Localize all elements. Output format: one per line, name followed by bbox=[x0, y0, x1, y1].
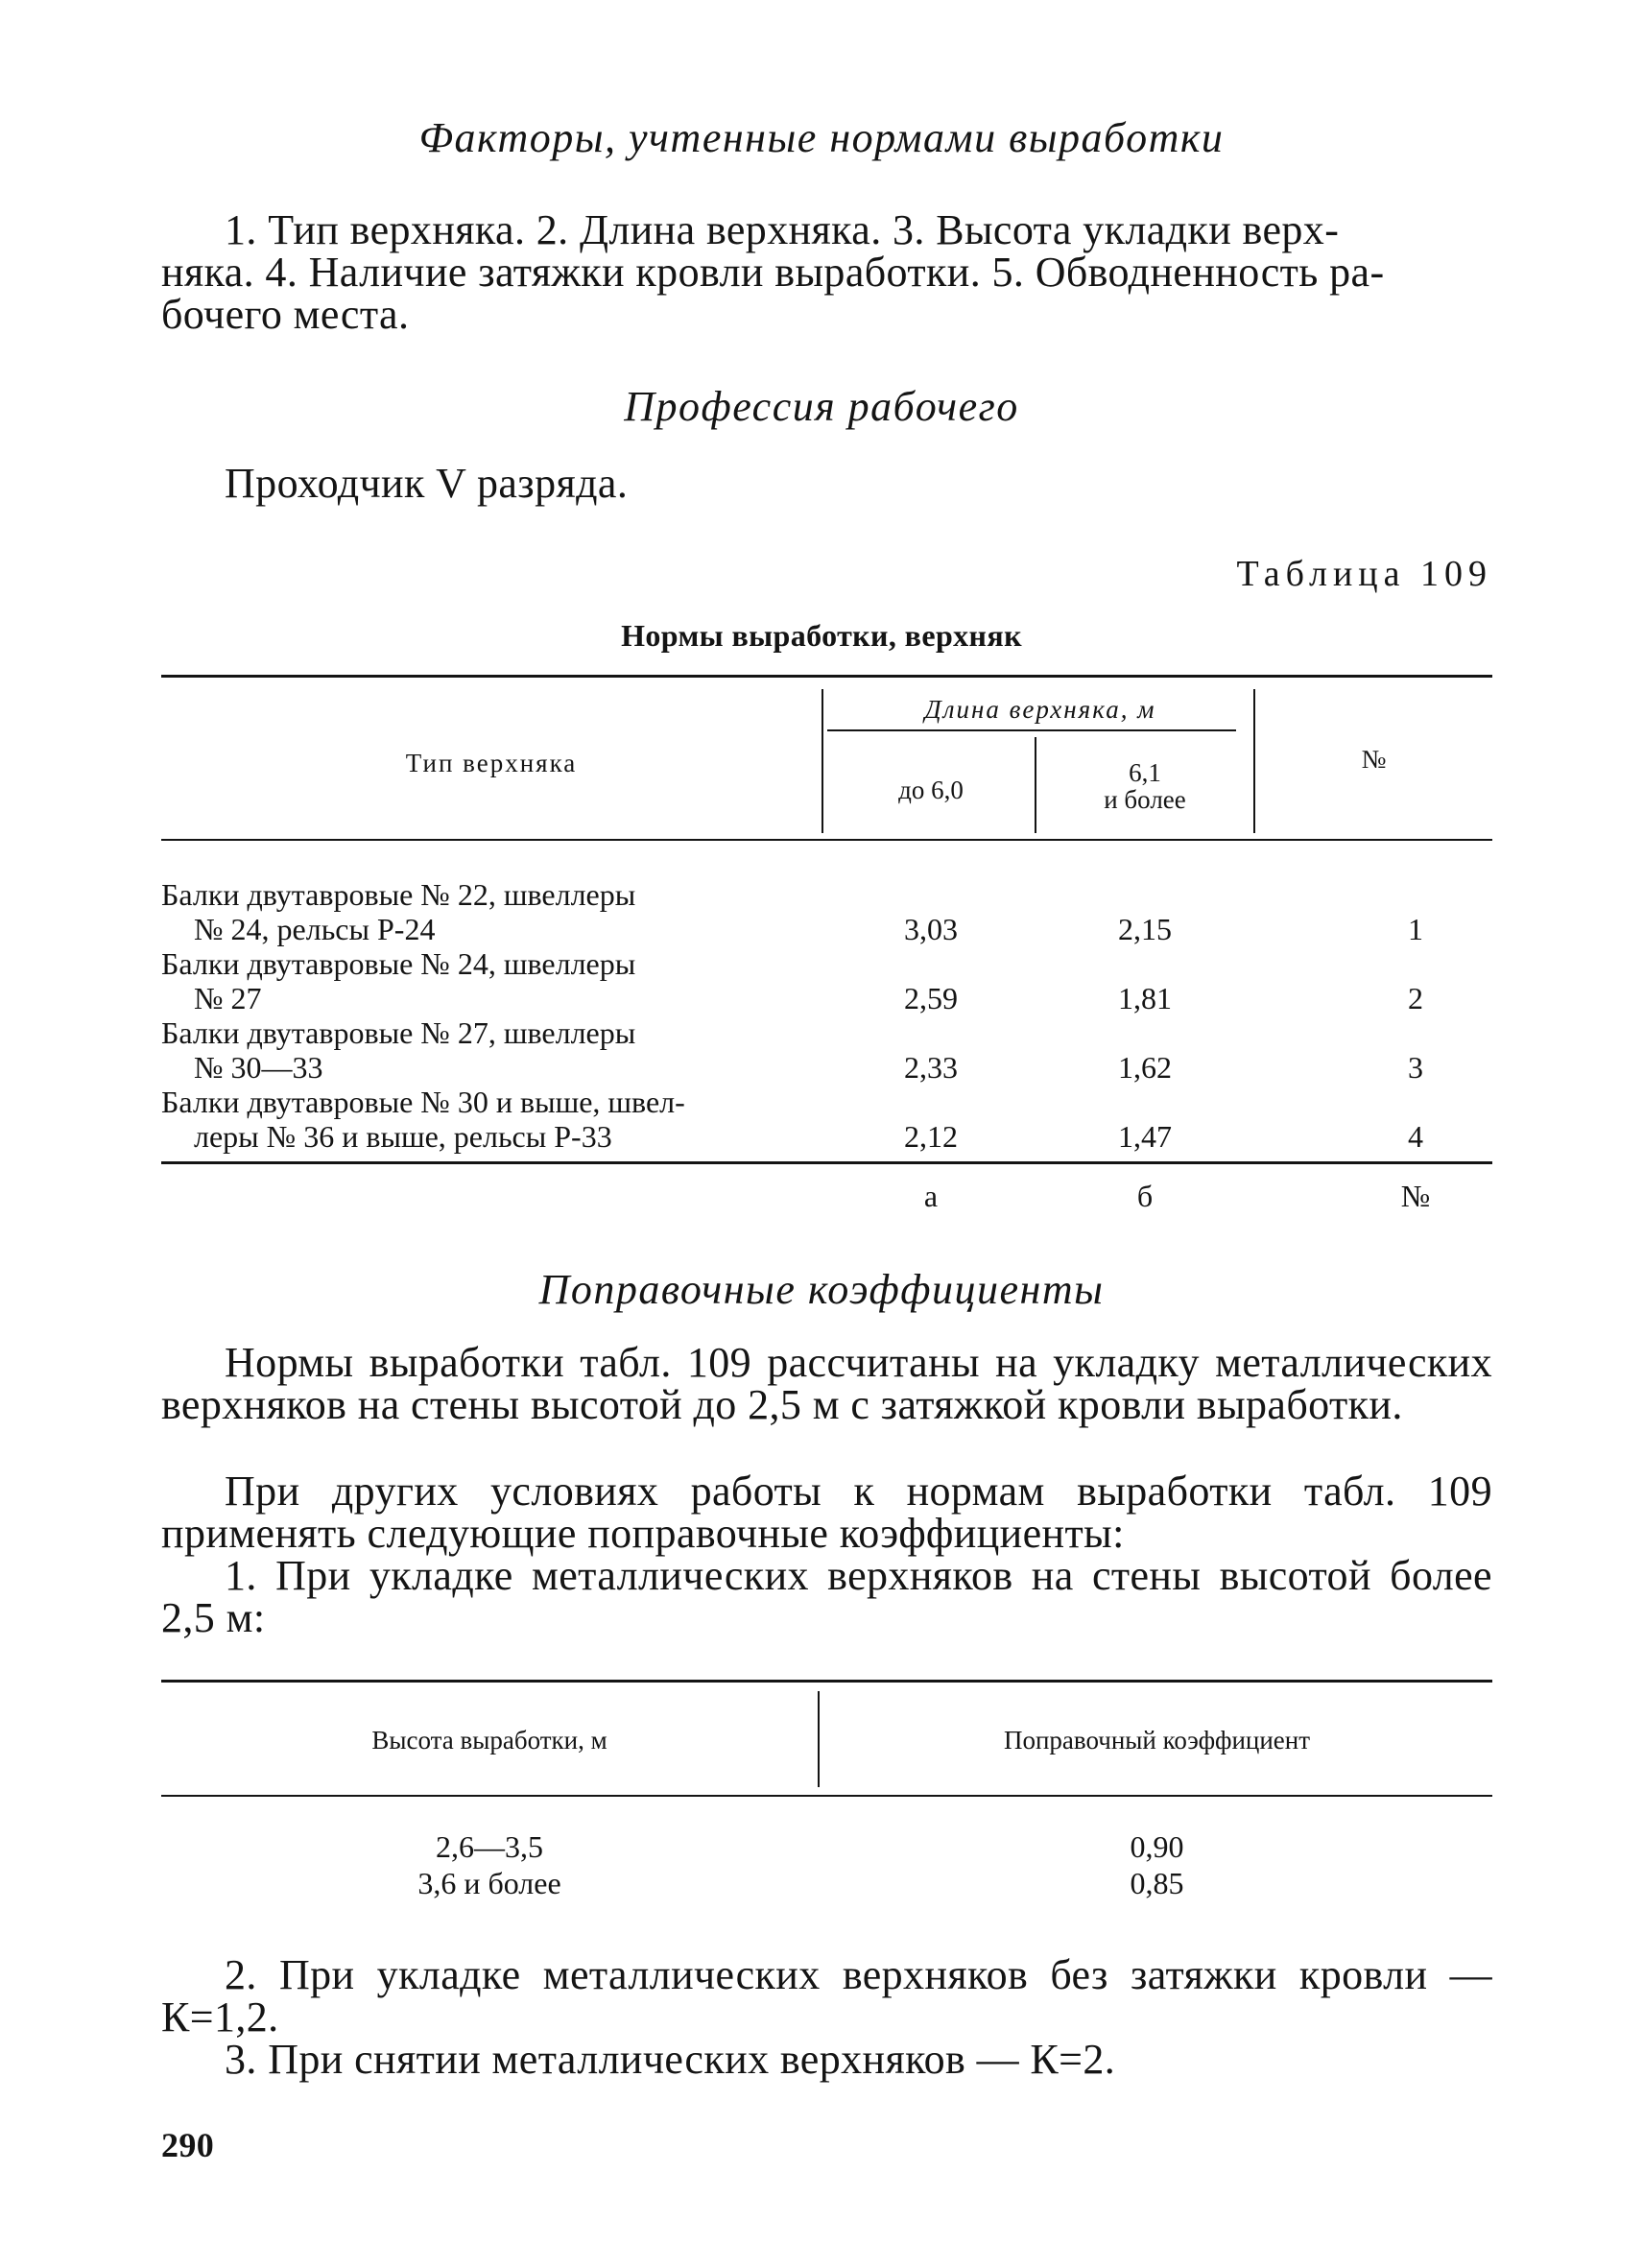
col-header-upto: до 6,0 bbox=[898, 776, 964, 804]
row-value-b: 1,81 bbox=[1118, 981, 1172, 1015]
table-header-rule bbox=[161, 839, 1492, 841]
footer-a: а bbox=[923, 1179, 939, 1213]
factors-line-2: няка. 4. Наличие затяжки кровли выработки. 5. Обводненность ра- bbox=[161, 249, 1385, 296]
footer-num: № bbox=[1400, 1179, 1431, 1213]
table-top-rule bbox=[161, 675, 1492, 678]
row-value-b: 2,15 bbox=[1118, 912, 1172, 946]
col-header-type: Тип верхняка bbox=[405, 749, 578, 777]
row-type-line: Балки двутавровые № 22, швеллеры bbox=[161, 877, 636, 912]
factors-heading: Факторы, учтенные нормами выработки bbox=[418, 114, 1225, 161]
coef-table-divider bbox=[818, 1691, 820, 1787]
row-value-b: 1,47 bbox=[1118, 1119, 1172, 1154]
row-type-line: № 24, рельсы Р-24 bbox=[194, 912, 436, 946]
row-type-line: Балки двутавровые № 24, швеллеры bbox=[161, 946, 636, 981]
coefficients-item-2: 2. При укладке металлических верхняков без затяжки кровли — К=1,2. bbox=[161, 1951, 1492, 2041]
table-row bbox=[161, 946, 635, 1015]
row-number: 2 bbox=[1408, 981, 1423, 1015]
row-number: 4 bbox=[1408, 1119, 1423, 1154]
coefficients-item-1: 1. При укладке металлических верхняков на стены высотой более 2,5 м: bbox=[161, 1552, 1492, 1641]
table-label: Таблица 109 bbox=[1236, 554, 1492, 594]
coefficients-para-2: При других условиях работы к нормам выработки табл. 109 применять следующие поправочные коэффициенты: bbox=[161, 1468, 1492, 1557]
col-header-more-1: 6,1 bbox=[1129, 758, 1161, 787]
row-type-line: № 30—33 bbox=[194, 1050, 323, 1085]
row-value-a: 3,03 bbox=[904, 912, 958, 946]
coef-row-height: 2,6—3,5 bbox=[436, 1829, 543, 1864]
row-type-line: леры № 36 и выше, рельсы Р-33 bbox=[194, 1119, 612, 1154]
table-title: Нормы выработки, верхняк bbox=[621, 618, 1022, 653]
col-header-num: № bbox=[1361, 745, 1387, 774]
coefficients-para-1: Нормы выработки табл. 109 рассчитаны на укладку металлических верхняков на стены высотой до 2,5 м с затяжкой кровли выработки. bbox=[161, 1339, 1492, 1428]
table-row bbox=[161, 1085, 685, 1154]
row-number: 1 bbox=[1408, 912, 1423, 946]
row-number: 3 bbox=[1408, 1050, 1423, 1085]
row-value-b: 1,62 bbox=[1118, 1050, 1172, 1085]
factors-line-3: бочего места. bbox=[161, 291, 410, 338]
factors-line-1: 1. Тип верхняка. 2. Длина верхняка. 3. Высота укладки верх- bbox=[225, 206, 1340, 253]
row-type-line: № 27 bbox=[194, 981, 262, 1015]
coef-row-value: 0,85 bbox=[1130, 1866, 1184, 1900]
coef-row-height: 3,6 и более bbox=[417, 1866, 561, 1900]
coefficients-item-3: 3. При снятии металлических верхняков — К=2. bbox=[225, 2036, 1116, 2083]
footer-b: б bbox=[1136, 1179, 1154, 1213]
row-value-a: 2,59 bbox=[904, 981, 958, 1015]
coef-col-coef: Поправочный коэффициент bbox=[1003, 1726, 1311, 1755]
col-header-more-2: и более bbox=[1104, 785, 1186, 814]
table-row bbox=[161, 877, 635, 946]
table-row bbox=[161, 1015, 635, 1085]
profession-heading: Профессия рабочего bbox=[624, 383, 1019, 430]
row-type-line: Балки двутавровые № 30 и выше, швел- bbox=[161, 1085, 685, 1119]
row-value-a: 2,12 bbox=[904, 1119, 958, 1154]
table-bottom-rule bbox=[161, 1161, 1492, 1164]
col-header-length: Длина верхняка, м bbox=[924, 695, 1156, 724]
table-subheader-rule bbox=[827, 729, 1236, 731]
coef-table-header-rule bbox=[161, 1795, 1492, 1797]
table-divider bbox=[822, 689, 823, 833]
row-value-a: 2,33 bbox=[904, 1050, 958, 1085]
coef-col-height: Высота выработки, м bbox=[371, 1726, 607, 1755]
coef-table-top-rule bbox=[161, 1680, 1492, 1683]
coefficients-heading: Поправочные коэффициенты bbox=[538, 1266, 1105, 1313]
page-number: 290 bbox=[161, 2126, 215, 2164]
coef-row-value: 0,90 bbox=[1130, 1829, 1184, 1864]
row-type-line: Балки двутавровые № 27, швеллеры bbox=[161, 1015, 636, 1050]
profession-text: Проходчик V разряда. bbox=[225, 460, 629, 507]
